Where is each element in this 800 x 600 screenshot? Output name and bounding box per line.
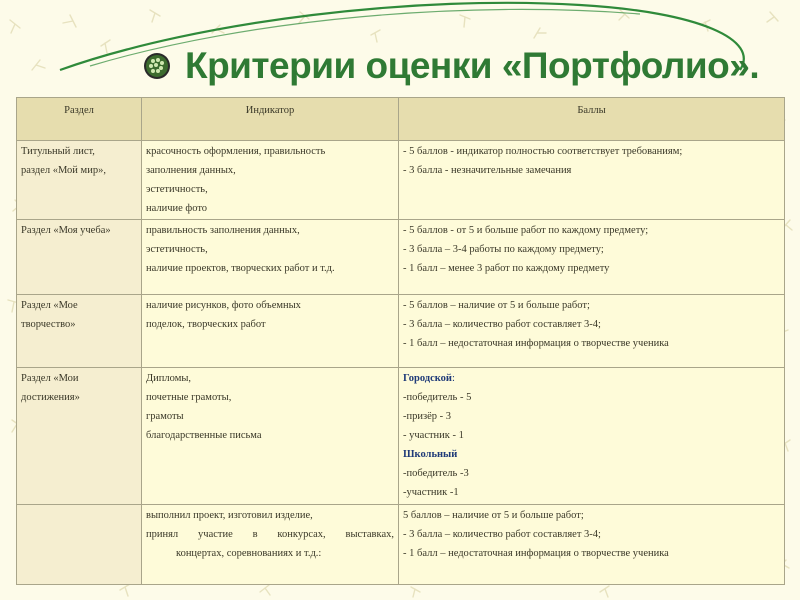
school-level-heading: Школьный [403,449,458,460]
cell-section [17,220,142,295]
cell-indicator [142,141,399,220]
cell-points [399,220,785,295]
city-level-heading: Городской: [403,373,455,384]
text-line: - 3 балла – количество работ составляет 3-4; [403,529,601,540]
text-line: Титульный лист, [21,146,95,157]
text-line: Раздел «Мои [21,373,79,384]
text-line: - 1 балл – менее 3 работ по каждому предмету [403,263,610,274]
text-line: -победитель - 5 [403,392,472,403]
cell-points [399,141,785,220]
text-line: Раздел «Моя учеба» [21,225,111,236]
text-line: - 1 балл – недостаточная информация о творчестве ученика [403,548,669,559]
header-indicator: Индикатор [142,98,399,141]
text-line: - 5 баллов - от 5 и больше работ по каждому предмету; [403,225,649,236]
cell-indicator [142,220,399,295]
cell-indicator [142,295,399,368]
text-line: - 3 балла - незначительные замечания [403,165,572,176]
cell-section-empty [17,505,142,585]
text-line: творчество» [21,319,76,330]
table-header-row [17,98,785,141]
text-line: Дипломы, [146,373,192,384]
text-line: поделок, творческих работ [146,319,266,330]
table-row [17,505,785,585]
table-row [17,220,785,295]
criteria-table [16,97,785,585]
text-line: принял участие в конкурсах, выставках, [146,529,394,540]
bullet-icon [143,52,171,80]
header-points: Баллы [399,98,785,141]
text-line: благодарственные письма [146,430,262,441]
text-line: -участник -1 [403,487,459,498]
text-line: почетные грамоты, [146,392,232,403]
text-line: наличие рисунков, фото объемных [146,300,301,311]
text-line: Раздел «Мое [21,300,78,311]
text-line: -призёр - 3 [403,411,452,422]
cell-points [399,295,785,368]
text-line: грамоты [146,411,184,422]
text-line: наличие фото [146,203,208,214]
slide-title [143,40,783,92]
cell-section [17,368,142,505]
cell-points [399,368,785,505]
text-line: - 1 балл – недостаточная информация о творчестве ученика [403,338,669,349]
text-line: эстетичность, [146,244,208,255]
header-section: Раздел [17,98,142,141]
text-line: выполнил проект, изготовил изделие, [146,510,313,521]
text-line: заполнения данных, [146,165,236,176]
text-line: - участник - 1 [403,430,464,441]
page-title: Критерии оценки «Портфолио». [185,45,760,86]
text-line: концертах, соревнованиях и т.д.: [176,548,322,559]
text-line: раздел «Мой мир», [21,165,106,176]
cell-section [17,141,142,220]
text-line: - 5 баллов - индикатор полностью соответствует требованиям; [403,146,683,157]
cell-indicator [142,505,399,585]
text-line: - 3 балла – 3-4 работы по каждому предмету; [403,244,604,255]
text-line: 5 баллов – наличие от 5 и больше работ; [403,510,584,521]
text-line: наличие проектов, творческих работ и т.д. [146,263,335,274]
table-row [17,141,785,220]
table-row [17,368,785,505]
text-line: эстетичность, [146,184,208,195]
table-row [17,295,785,368]
text-line: красочность оформления, правильность [146,146,326,157]
cell-section [17,295,142,368]
text-line: -победитель -3 [403,468,469,479]
text-line: - 3 балла – количество работ составляет 3-4; [403,319,601,330]
text-line: достижения» [21,392,80,403]
text-line: правильность заполнения данных, [146,225,300,236]
cell-indicator [142,368,399,505]
cell-points [399,505,785,585]
text-line: - 5 баллов – наличие от 5 и больше работ; [403,300,590,311]
